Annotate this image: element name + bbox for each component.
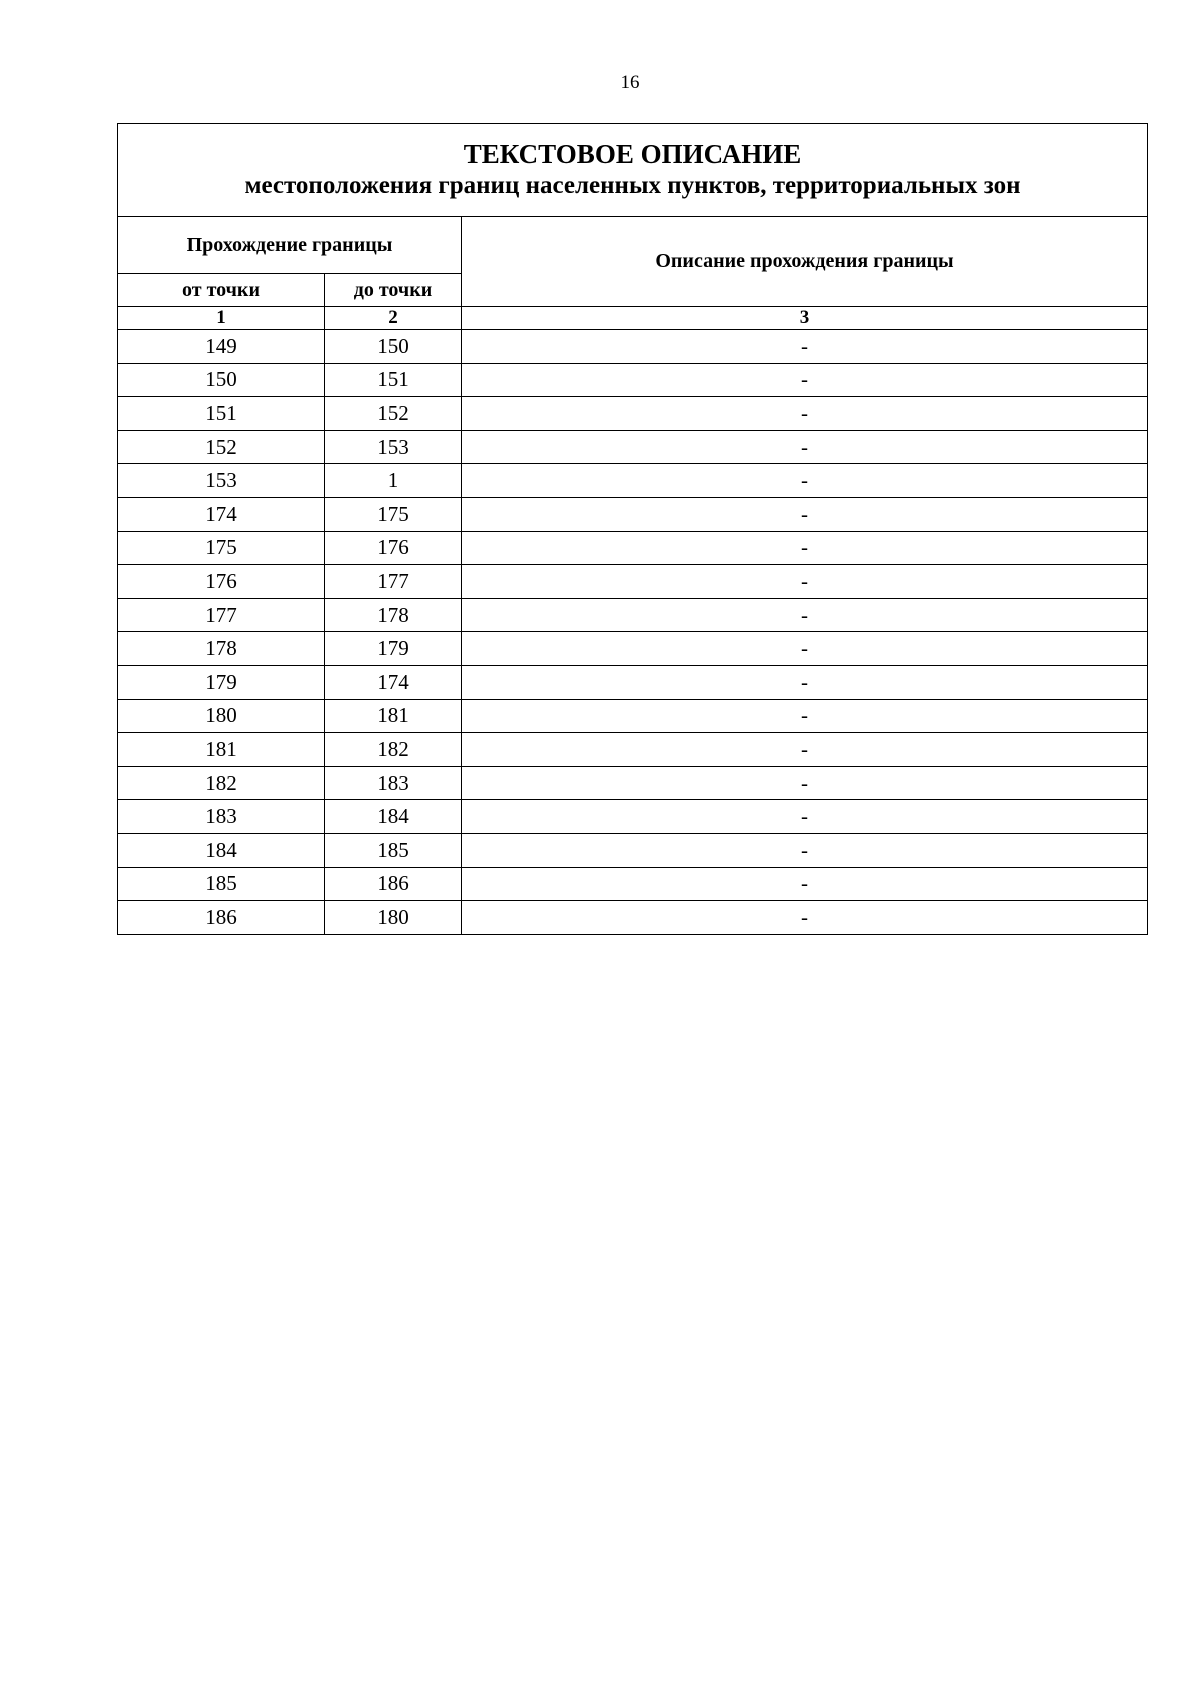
cell-to-point: 150: [325, 330, 462, 364]
cell-from-point: 186: [118, 901, 325, 935]
table-row: [118, 901, 1148, 935]
cell-to-point: 183: [325, 766, 462, 800]
cell-from-point: 184: [118, 833, 325, 867]
cell-to-point: 184: [325, 800, 462, 834]
cell-description: -: [462, 901, 1148, 935]
cell-description: -: [462, 699, 1148, 733]
cell-from-point: 176: [118, 565, 325, 599]
cell-from-point: 185: [118, 867, 325, 901]
table-body: [118, 124, 1148, 935]
cell-to-point: 151: [325, 363, 462, 397]
title-row: [118, 124, 1148, 217]
cell-description: -: [462, 464, 1148, 498]
cell-from-point: 150: [118, 363, 325, 397]
table-row: [118, 699, 1148, 733]
cell-to-point: 176: [325, 531, 462, 565]
table-row: [118, 800, 1148, 834]
table-row: [118, 833, 1148, 867]
cell-to-point: 177: [325, 565, 462, 599]
table-row: [118, 497, 1148, 531]
table-row: [118, 867, 1148, 901]
table-row: [118, 632, 1148, 666]
cell-from-point: 151: [118, 397, 325, 431]
cell-from-point: 181: [118, 733, 325, 767]
cell-to-point: 1: [325, 464, 462, 498]
table-row: [118, 363, 1148, 397]
cell-to-point: 175: [325, 497, 462, 531]
cell-to-point: 179: [325, 632, 462, 666]
cell-from-point: 174: [118, 497, 325, 531]
cell-to-point: 174: [325, 665, 462, 699]
cell-from-point: 180: [118, 699, 325, 733]
cell-from-point: 178: [118, 632, 325, 666]
cell-description: -: [462, 665, 1148, 699]
cell-to-point: 153: [325, 430, 462, 464]
cell-from-point: 177: [118, 598, 325, 632]
cell-to-point: 181: [325, 699, 462, 733]
table-row: [118, 531, 1148, 565]
cell-description: -: [462, 800, 1148, 834]
table-row: [118, 330, 1148, 364]
document-title: ТЕКСТОВОЕ ОПИСАНИЕ: [463, 139, 802, 169]
column-number: 1: [118, 307, 325, 330]
header-description: Описание прохождения границы: [462, 217, 1148, 307]
cell-description: -: [462, 565, 1148, 599]
header-from-point: от точки: [118, 274, 325, 307]
cell-from-point: 153: [118, 464, 325, 498]
page-number: 16: [620, 72, 640, 93]
column-number: 3: [462, 307, 1148, 330]
document-subtitle: местоположения границ населенных пунктов, территориальных зон: [244, 172, 1021, 199]
header-to-point: до точки: [325, 274, 462, 307]
cell-from-point: 175: [118, 531, 325, 565]
cell-from-point: 182: [118, 766, 325, 800]
table-row: [118, 397, 1148, 431]
column-number: 2: [325, 307, 462, 330]
table-row: [118, 733, 1148, 767]
cell-from-point: 179: [118, 665, 325, 699]
cell-description: -: [462, 497, 1148, 531]
cell-description: -: [462, 363, 1148, 397]
cell-description: -: [462, 430, 1148, 464]
cell-description: -: [462, 833, 1148, 867]
cell-description: -: [462, 632, 1148, 666]
cell-to-point: 182: [325, 733, 462, 767]
table-row: [118, 665, 1148, 699]
cell-to-point: 185: [325, 833, 462, 867]
header-row-group: [118, 217, 1148, 274]
table-row: [118, 598, 1148, 632]
cell-to-point: 178: [325, 598, 462, 632]
table-row: [118, 565, 1148, 599]
cell-description: -: [462, 733, 1148, 767]
cell-description: -: [462, 330, 1148, 364]
header-boundary-passage: Прохождение границы: [118, 217, 462, 274]
cell-from-point: 152: [118, 430, 325, 464]
cell-description: -: [462, 766, 1148, 800]
boundary-description-table: [117, 123, 1148, 935]
cell-to-point: 180: [325, 901, 462, 935]
table-row: [118, 766, 1148, 800]
table-row: [118, 464, 1148, 498]
cell-from-point: 149: [118, 330, 325, 364]
cell-from-point: 183: [118, 800, 325, 834]
cell-to-point: 152: [325, 397, 462, 431]
column-number-row: [118, 307, 1148, 330]
cell-to-point: 186: [325, 867, 462, 901]
cell-description: -: [462, 531, 1148, 565]
cell-description: -: [462, 598, 1148, 632]
table-row: [118, 430, 1148, 464]
cell-description: -: [462, 867, 1148, 901]
title-cell: [118, 124, 1148, 217]
cell-description: -: [462, 397, 1148, 431]
